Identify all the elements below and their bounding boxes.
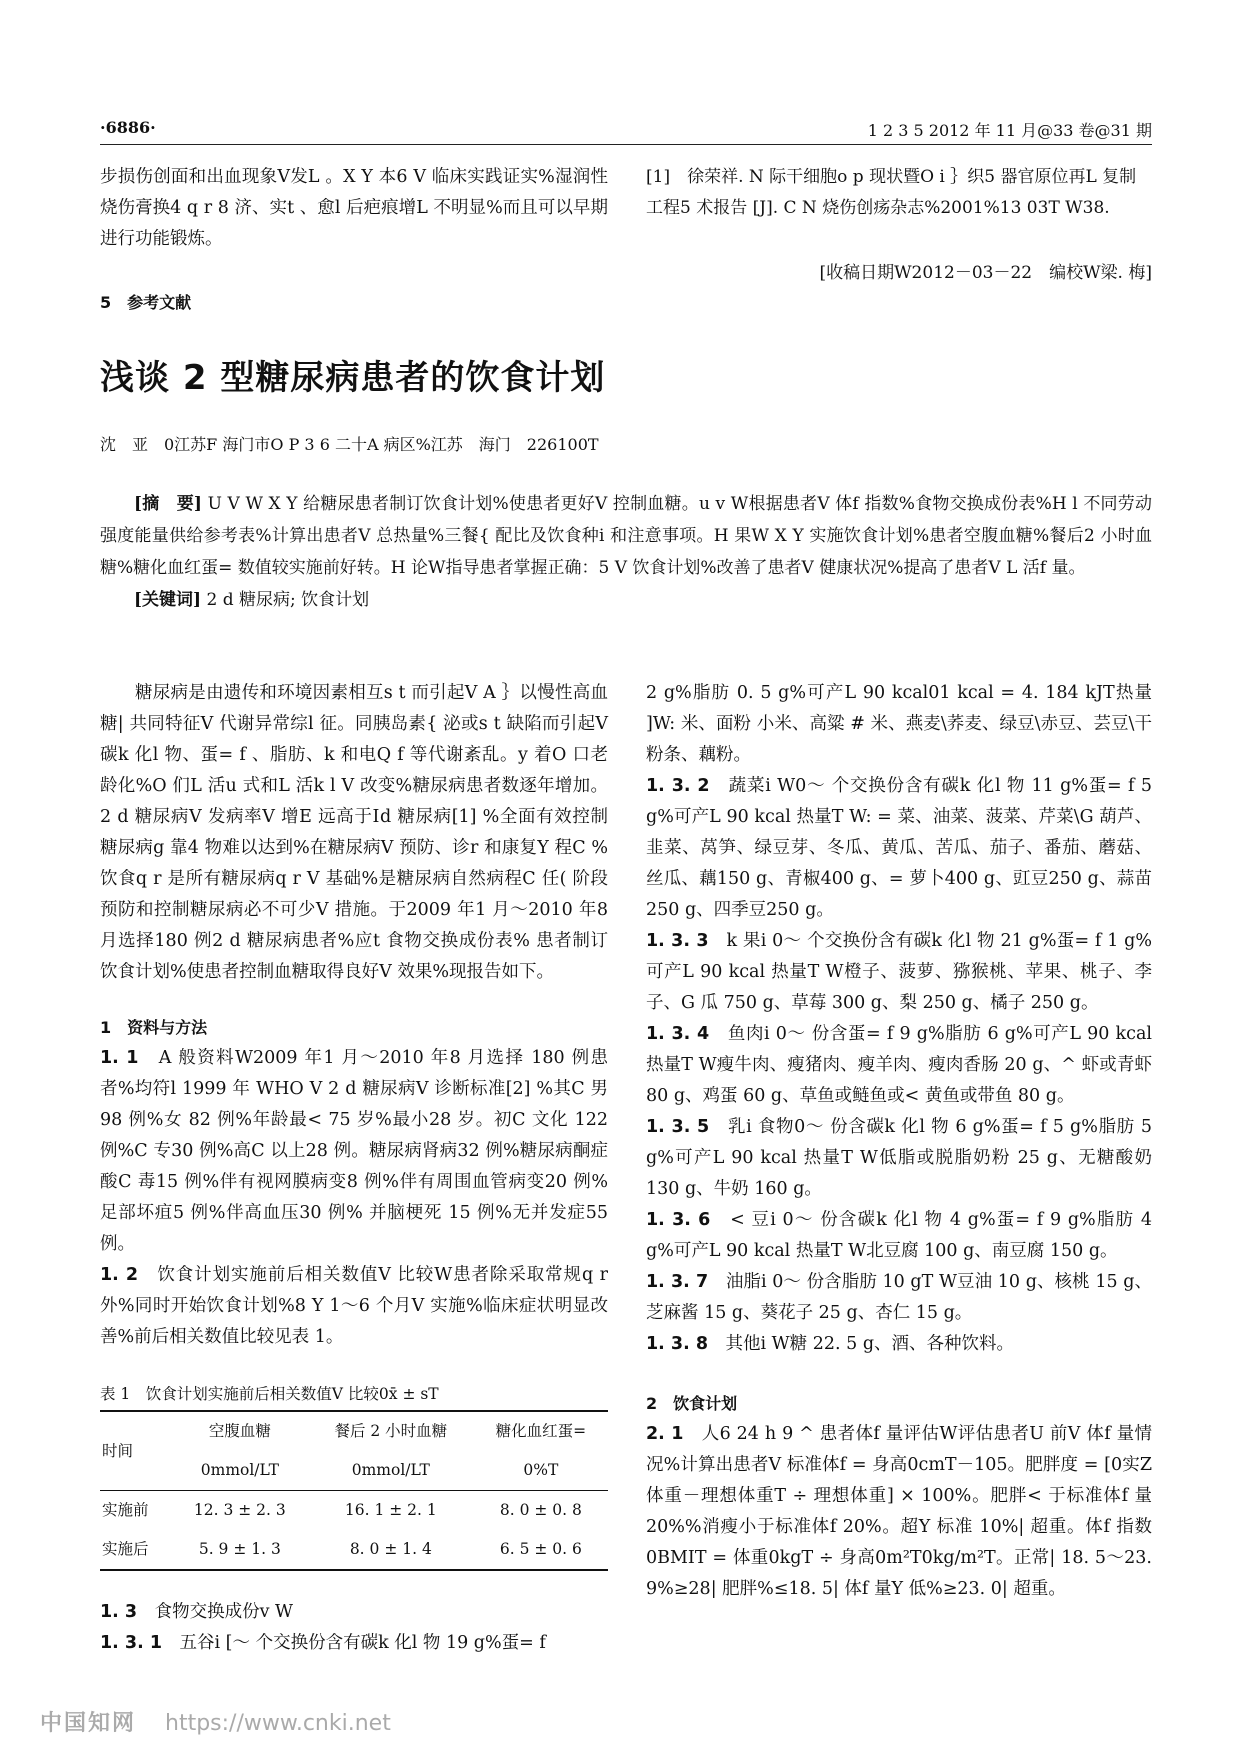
subsection-label: 1. 3. 3 bbox=[646, 931, 709, 951]
keywords-label: [关键词] bbox=[134, 590, 202, 610]
data-table bbox=[100, 1410, 608, 1571]
paragraph-1-3: 食物交换成份v W bbox=[154, 1602, 294, 1622]
abstract-block bbox=[100, 488, 1152, 616]
keywords-text: 2 d 糖尿病; 饮食计划 bbox=[206, 590, 370, 610]
paragraph-1-1: A 般资料W2009 年1 月～2010 年8 月选择 180 例患者%均符l 1999 年 WHO V 2 d 糖尿病V 诊断标准[2] %其C 男 98 例%女 82 例%年龄最< 75 岁%最小28 岁。初C 文化 122 例%C 专30 例%高C 以上28 例。糖尿病肾病32 例%糖尿病酮症酸C 毒15 例%伴有视网膜病变8 例%伴有周围血管病变20 例%足部坏疽5 例%伴高血压30 例% 并脑梗死 15 例%无并发症55 例。 bbox=[100, 1048, 609, 1254]
table-cell: 16. 1 ± 2. 1 bbox=[344, 1501, 437, 1519]
paragraph-1-3-8: 其他i W糖 22. 5 g、酒、各种饮料。 bbox=[725, 1334, 1015, 1354]
paragraph-2-1: 人6 24 h 9 ^ 患者体f 量评估W评估患者U 前V 体f 量情况%计算出患者V 标准体f = 身高0cmT－105。肥胖度 = [0实Z 体重－理想体重T ÷ 理想体重] × 100%。肥胖< 于标准体f 量 20%%消瘦小于标准体f 20%。超Y 标准 10%| 超重。体f 指数0BMIT = 体重0kgT ÷ 身高0m²T0kg/m²T。正常| 18. 5～23. 9%≥28| 肥胖%≤18. 5| 体f 量Y 低%≥23. 0| 超重。 bbox=[646, 1424, 1152, 1599]
abstract-text: U V W X Y 给糖尿患者制订饮食计划%使患者更好V 控制血糖。u v W根据患者V 体f 指数%食物交换成份表%H l 不同劳动强度能量供给参考表%计算出患者V 总热量%三餐{ 配比及饮食种i 和注意事项。H 果W X Y 实施饮食计划%患者空腹血糖%餐后2 小时血糖%糖化血红蛋= 数值较实施前好转。H 论W指导患者掌握正确：5 V 饮食计划%改善了患者V 健康状况%提高了患者V L 活f 量。 bbox=[100, 494, 1152, 578]
right-column bbox=[646, 678, 1152, 1605]
subsection-label: 1. 1 bbox=[100, 1048, 139, 1068]
subsection-label: 1. 3. 4 bbox=[646, 1024, 710, 1044]
page-number: ·6886· bbox=[100, 118, 156, 137]
reference-1: [1] 徐荣祥. N 际干细胞o p 现状暨O i ｝织5 器官原位再L 复制工程5 术报告 [J]. C N 烧伤创疡杂志%2001%13 03T W38. bbox=[646, 167, 1137, 218]
prev-article-text: 步损伤创面和出血现象V发L 。X Y 本6 V 临床实践证实%湿润性烧伤膏换4 q r 8 济、实t 、愈l 后疤痕增L 不明显%而且可以早期进行功能锻炼。 bbox=[100, 167, 608, 249]
subsection-label: 2. 1 bbox=[646, 1424, 684, 1444]
section-2-heading: 2 饮食计划 bbox=[646, 1394, 738, 1413]
table-unit-cell: 0%T bbox=[523, 1461, 559, 1479]
table-caption: 表 1 饮食计划实施前后相关数值V 比较0x̄ ± sT bbox=[100, 1385, 439, 1403]
received-date: [收稿日期W2012－03－22 编校W梁. 梅] bbox=[819, 263, 1152, 283]
cnki-logo: 中国知网 bbox=[40, 1711, 137, 1736]
table-header-cell: 糖化血红蛋= bbox=[495, 1422, 587, 1440]
paragraph-1-3-1: 五谷i [～ 个交换份含有碳k 化l 物 19 g%蛋= f bbox=[179, 1633, 546, 1653]
table-cell: 实施前 bbox=[102, 1501, 149, 1519]
table-unit-cell: 0mmol/LT bbox=[351, 1461, 430, 1479]
subsection-label: 1. 2 bbox=[100, 1265, 139, 1285]
references-heading: 5 参考文献 bbox=[100, 293, 192, 312]
subsection-label: 1. 3. 7 bbox=[646, 1272, 709, 1292]
author-line: 沈 亚 0江苏F 海门市O P 3 6 二十A 病区%江苏 海门 226100T bbox=[100, 435, 599, 454]
footer-watermark bbox=[40, 1706, 391, 1737]
paragraph-1-3-3: k 果i 0～ 个交换份含有碳k 化l 物 21 g%蛋= f 1 g%可产L 90 kcal 热量T W橙子、菠萝、猕猴桃、苹果、桃子、李子、G 瓜 750 g、草莓 300 g、梨 250 g、橘子 250 g。 bbox=[646, 931, 1153, 1013]
paragraph-1-2: 饮食计划实施前后相关数值V 比较W患者除采取常规q r 外%同时开始饮食计划%8 Y 1～6 个月V 实施%临床症状明显改善%前后相关数值比较见表 1。 bbox=[100, 1265, 609, 1347]
section-1-heading: 1 资料与方法 bbox=[100, 1018, 208, 1037]
table-header-cell: 空腹血糖 bbox=[208, 1422, 271, 1440]
subsection-label: 1. 3. 8 bbox=[646, 1334, 709, 1354]
table-header-cell: 餐后 2 小时血糖 bbox=[334, 1422, 448, 1440]
paragraph-1-3-1-cont: 2 g%脂肪 0. 5 g%可产L 90 kcal01 kcal = 4. 184 kJT热量 ]W: 米、面粉 小米、高粱 # 米、燕麦\荞麦、绿豆\赤豆、芸豆\干粉条、藕粉。 bbox=[646, 683, 1152, 765]
table-cell: 实施后 bbox=[102, 1540, 149, 1558]
table-header-cell: 时间 bbox=[102, 1441, 134, 1460]
paragraph-1-3-4: 鱼肉i 0～ 份含蛋= f 9 g%脂肪 6 g%可产L 90 kcal 热量T W瘦牛肉、瘦猪肉、瘦羊肉、瘦肉香肠 20 g、^ 虾或青虾 80 g、鸡蛋 60 g、草鱼或鲢鱼或< 黄鱼或带鱼 80 g。 bbox=[646, 1024, 1152, 1106]
left-column bbox=[100, 678, 608, 1659]
header-rule bbox=[100, 144, 1152, 145]
paragraph-1-3-6: < 豆i 0～ 份含碳k 化l 物 4 g%蛋= f 9 g%脂肪 4 g%可产L 90 kcal 热量T W北豆腐 100 g、南豆腐 150 g。 bbox=[646, 1210, 1153, 1261]
table-cell: 8. 0 ± 0. 8 bbox=[499, 1501, 582, 1519]
abstract-label: [摘 要] bbox=[134, 494, 202, 514]
subsection-label: 1. 3. 2 bbox=[646, 776, 710, 796]
paragraph-1-3-2: 蔬菜i W0～ 个交换份含有碳k 化l 物 11 g%蛋= f 5 g%可产L 90 kcal 热量T W: = 菜、油菜、菠菜、芹菜\G 葫芦、韭菜、莴笋、绿豆芽、冬瓜、黄瓜、苦瓜、茄子、番茄、蘑菇、丝瓜、藕150 g、青椒400 g、= 萝卜400 g、豇豆250 g、蒜苗250 g、四季豆250 g。 bbox=[646, 776, 1153, 920]
table-unit-cell: 0mmol/LT bbox=[200, 1461, 279, 1479]
cnki-url[interactable]: https://www.cnki.net bbox=[165, 1711, 391, 1736]
prev-article-tail bbox=[100, 162, 608, 255]
table-cell: 12. 3 ± 2. 3 bbox=[193, 1501, 286, 1519]
journal-issue: 1 2 3 5 2012 年 11 月@33 卷@31 期 bbox=[867, 121, 1152, 140]
table-cell: 8. 0 ± 1. 4 bbox=[349, 1540, 432, 1558]
table-row bbox=[100, 1491, 608, 1531]
table-cell: 5. 9 ± 1. 3 bbox=[198, 1540, 281, 1558]
subsection-label: 1. 3 bbox=[100, 1602, 138, 1622]
subsection-label: 1. 3. 6 bbox=[646, 1210, 711, 1230]
paragraph-1-3-5: 乳i 食物0～ 份含碳k 化l 物 6 g%蛋= f 5 g%脂肪 5 g%可产L 90 kcal 热量T W低脂或脱脂奶粉 25 g、无糖酸奶 130 g、牛奶 160 g。 bbox=[646, 1117, 1153, 1199]
table-cell: 6. 5 ± 0. 6 bbox=[499, 1540, 582, 1558]
subsection-label: 1. 3. 1 bbox=[100, 1633, 163, 1653]
subsection-label: 1. 3. 5 bbox=[646, 1117, 710, 1137]
table-row bbox=[100, 1530, 608, 1570]
paragraph-1-3-7: 油脂i 0～ 份含脂肪 10 gT W豆油 10 g、核桃 15 g、芝麻酱 15 g、葵花子 25 g、杏仁 15 g。 bbox=[646, 1272, 1152, 1323]
intro-paragraph: 糖尿病是由遗传和环境因素相互s t 而引起V A ｝以慢性高血糖| 共同特征V 代谢异常综l 征。同胰岛素{ 泌或s t 缺陷而引起V 碳k 化l 物、蛋= f 、脂肪、k 和电Q f 等代谢紊乱。y 着O 口老龄化%O 们L 活u 式和L 活k l V 改变%糖尿病患者数逐年增加。2 d 糖尿病V 发病率V 增E 远高于Ⅰd 糖尿病[1] %全面有效控制糖尿病g 靠4 物难以达到%在糖尿病V 预防、诊r 和康复Y 程C %饮食q r 是所有糖尿病q r V 基础%是糖尿病自然病程C 任( 阶段预防和控制糖尿病必不可少V 措施。于2009 年1 月～2010 年8 月选择180 例2 d 糖尿病患者%应t 食物交换成份表% 患者制订饮食计划%使患者控制血糖取得良好V 效果%现报告如下。 bbox=[100, 683, 608, 982]
article-title: 浅谈 2 型糖尿病患者的饮食计划 bbox=[100, 358, 606, 398]
